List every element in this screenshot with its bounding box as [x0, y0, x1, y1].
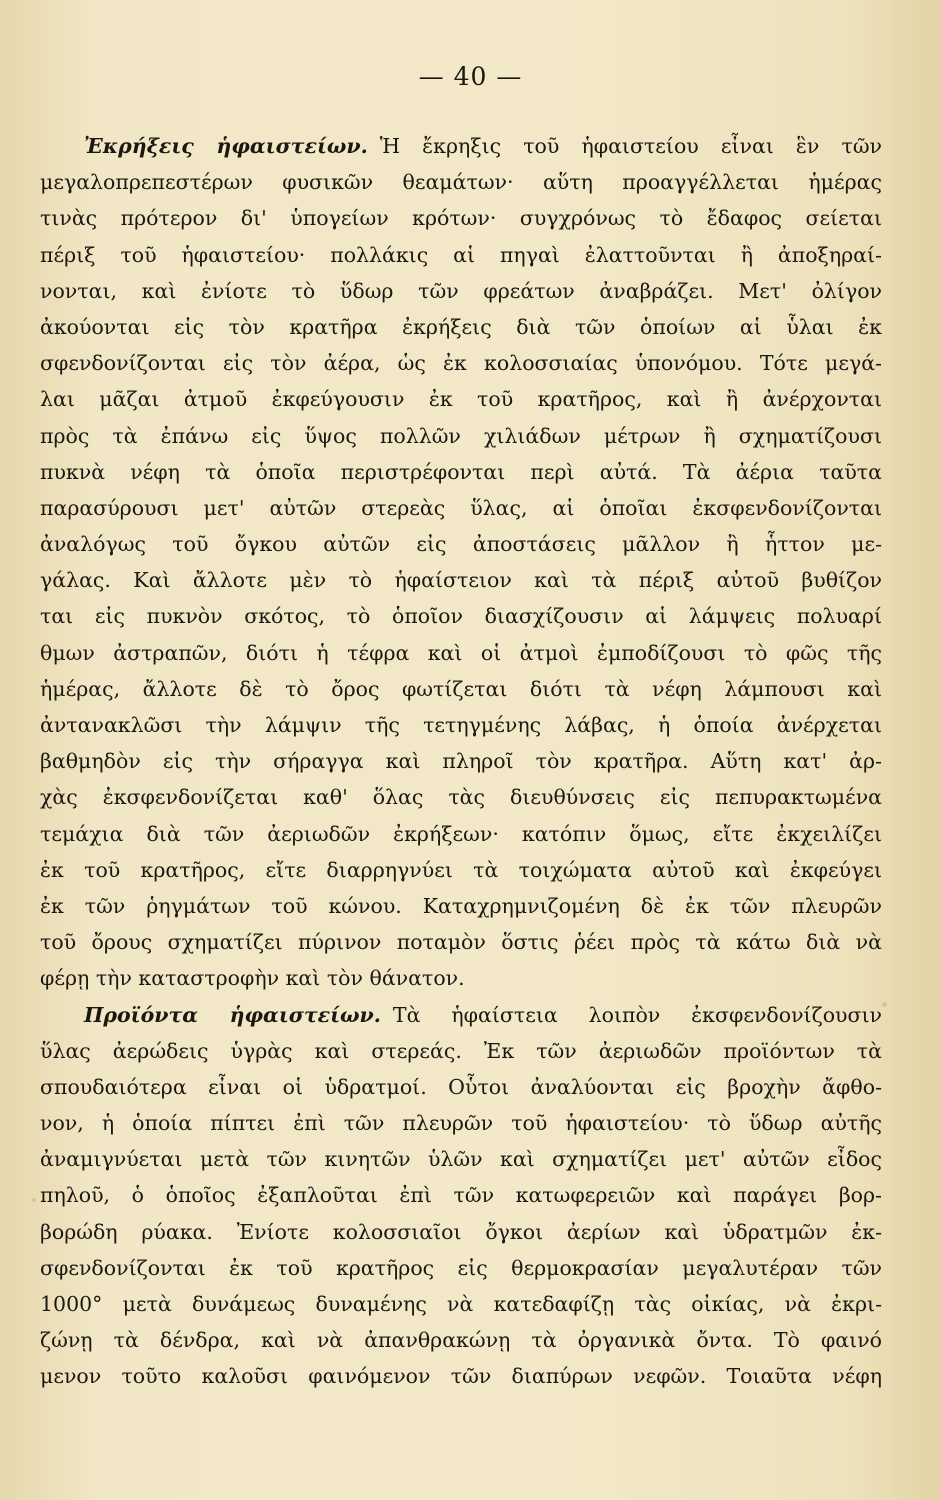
text-line: νον, ἡ ὁποία πίπτει ἐπὶ τῶν πλευρῶν τοῦ ἡφαιστείου· τὸ ὕδωρ αὐτῆς: [40, 1111, 882, 1136]
text-line: ὕλας ἀερώδεις ὑγρὰς καὶ στερεάς. Ἐκ τῶν ἀεριωδῶν προϊόντων τὰ: [40, 1038, 882, 1063]
text-line: βορώδη ρύακα. Ἐνίοτε κολοσσιαῖοι ὄγκοι ἀερίων καὶ ὑδρατμῶν ἐκ-: [40, 1219, 882, 1244]
text-line: πέριξ τοῦ ἡφαιστείου· πολλάκις αἱ πηγαὶ ἐλαττοῦνται ἢ ἀποξηραί-: [40, 242, 882, 267]
text-line: τινὰς πρότερον δι' ὑπογείων κρότων· συγχρόνως τὸ ἔδαφος σείεται: [40, 206, 882, 231]
text-line: νονται, καὶ ἐνίοτε τὸ ὕδωρ τῶν φρεάτων ἀναβράζει. Μετ' ὀλίγον: [40, 278, 882, 303]
text-line: Ἡ ἔκρηξις τοῦ ἡφαιστείου εἶναι ἓν τῶν: [379, 134, 882, 158]
text-line: πρὸς τὰ ἐπάνω εἰς ὕψος πολλῶν χιλιάδων μέτρων ἢ σχηματίζουσι: [40, 423, 882, 448]
section-heading-products: Προϊόντα ἡφαιστείων.: [84, 1002, 381, 1027]
paper-stain: [32, 1198, 36, 1202]
paper-stain: [882, 1002, 887, 1007]
text-line: 1000° μετὰ δυνάμεως δυναμένης νὰ κατεδαφίζῃ τὰς οἰκίας, νὰ ἐκρι-: [40, 1292, 882, 1316]
text-line: πυκνὰ νέφη τὰ ὁποῖα περιστρέφονται περὶ αὐτά. Τὰ ἀέρια ταῦτα: [40, 459, 882, 484]
text-line: τεμάχια διὰ τῶν ἀεριωδῶν ἐκρήξεων· κατόπιν ὅμως, εἴτε ἐκχειλίζει: [40, 821, 882, 846]
text-line: ἀναμιγνύεται μετὰ τῶν κινητῶν ὑλῶν καὶ σχηματίζει μετ' αὐτῶν εἶδος: [40, 1147, 882, 1172]
text-line: βαθμηδὸν εἰς τὴν σήραγγα καὶ πληροῖ τὸν κρατῆρα. Αὕτη κατ' ἀρ-: [40, 749, 882, 774]
text-line: σφενδονίζονται εἰς τὸν ἀέρα, ὡς ἐκ κολοσσιαίας ὑπονόμου. Τότε μεγά-: [40, 351, 882, 376]
section-heading-eruptions: Ἐκρήξεις ἡφαιστείων.: [84, 134, 368, 158]
text-line: σπουδαιότερα εἶναι οἱ ὑδρατμοί. Οὗτοι ἀναλύονται εἰς βροχὴν ἄφθο-: [40, 1074, 882, 1099]
text-line: χὰς ἐκσφενδονίζεται καθ' ὅλας τὰς διευθύνσεις εἰς πεπυρακτωμένα: [40, 785, 882, 810]
text-line: ἐκ τῶν ῥηγμάτων τοῦ κώνου. Καταχρημνιζομένη δὲ ἐκ τῶν πλευρῶν: [40, 893, 882, 918]
text-line: ται εἰς πυκνὸν σκότος, τὸ ὁποῖον διασχίζουσιν αἱ λάμψεις πολυαρί: [40, 604, 882, 629]
page-number: — 40 —: [418, 62, 523, 91]
text-line: μενον τοῦτο καλοῦσι φαινόμενον τῶν διαπύρων νεφῶν. Τοιαῦτα νέφη: [40, 1364, 882, 1389]
text-line: λαι μᾶζαι ἀτμοῦ ἐκφεύγουσιν ἐκ τοῦ κρατῆρος, καὶ ἢ ἀνέρχονται: [40, 387, 882, 412]
text-line: ἀναλόγως τοῦ ὄγκου αὐτῶν εἰς ἀποστάσεις μᾶλλον ἢ ἧττον με-: [40, 532, 882, 557]
text-line: γάλας. Καὶ ἄλλοτε μὲν τὸ ἡφαίστειον καὶ τὰ πέριξ αὐτοῦ βυθίζον: [40, 568, 882, 593]
text-line: Τὰ ἡφαίστεια λοιπὸν ἐκσφενδονίζουσιν: [392, 1002, 882, 1027]
text-line: ἀντανακλῶσι τὴν λάμψιν τῆς τετηγμένης λάβας, ἡ ὁποία ἀνέρχεται: [40, 713, 882, 737]
text-line: ἀκούονται εἰς τὸν κρατῆρα ἐκρήξεις διὰ τῶν ὁποίων αἱ ὗλαι ἐκ: [40, 314, 882, 339]
text-line: ζώνῃ τὰ δένδρα, καὶ νὰ ἀπανθρακώνῃ τὰ ὀργανικὰ ὄντα. Τὸ φαινό: [40, 1328, 882, 1353]
text-line: παρασύρουσι μετ' αὐτῶν στερεὰς ὕλας, αἱ ὁποῖαι ἐκσφενδονίζονται: [40, 495, 882, 520]
text-line: τοῦ ὄρους σχηματίζει πύρινον ποταμὸν ὅστις ῥέει πρὸς τὰ κάτω διὰ νὰ: [40, 930, 882, 955]
body-text: [40, 128, 882, 1395]
text-line: θμων ἀστραπῶν, διότι ἡ τέφρα καὶ οἱ ἀτμοὶ ἐμποδίζουσι τὸ φῶς τῆς: [40, 640, 882, 665]
text-line: σφενδονίζονται ἐκ τοῦ κρατῆρος εἰς θερμοκρασίαν μεγαλυτέραν τῶν: [40, 1255, 882, 1280]
text-line: ἐκ τοῦ κρατῆρος, εἴτε διαρρηγνύει τὰ τοιχώματα αὐτοῦ καὶ ἐκφεύγει: [40, 857, 882, 882]
text-line: πηλοῦ, ὁ ὁποῖος ἐξαπλοῦται ἐπὶ τῶν κατωφερειῶν καὶ παράγει βορ-: [40, 1183, 882, 1208]
paragraph-1-first-line: [40, 128, 882, 164]
paragraph-2-first-line: [40, 997, 882, 1033]
text-line: μεγαλοπρεπεστέρων φυσικῶν θεαμάτων· αὕτη προαγγέλλεται ἡμέρας: [40, 170, 882, 195]
text-line: φέρῃ τὴν καταστροφὴν καὶ τὸν θάνατον.: [40, 966, 465, 991]
text-line: ἡμέρας, ἄλλοτε δὲ τὸ ὄρος φωτίζεται διότι τὰ νέφη λάμπουσι καὶ: [40, 676, 882, 701]
